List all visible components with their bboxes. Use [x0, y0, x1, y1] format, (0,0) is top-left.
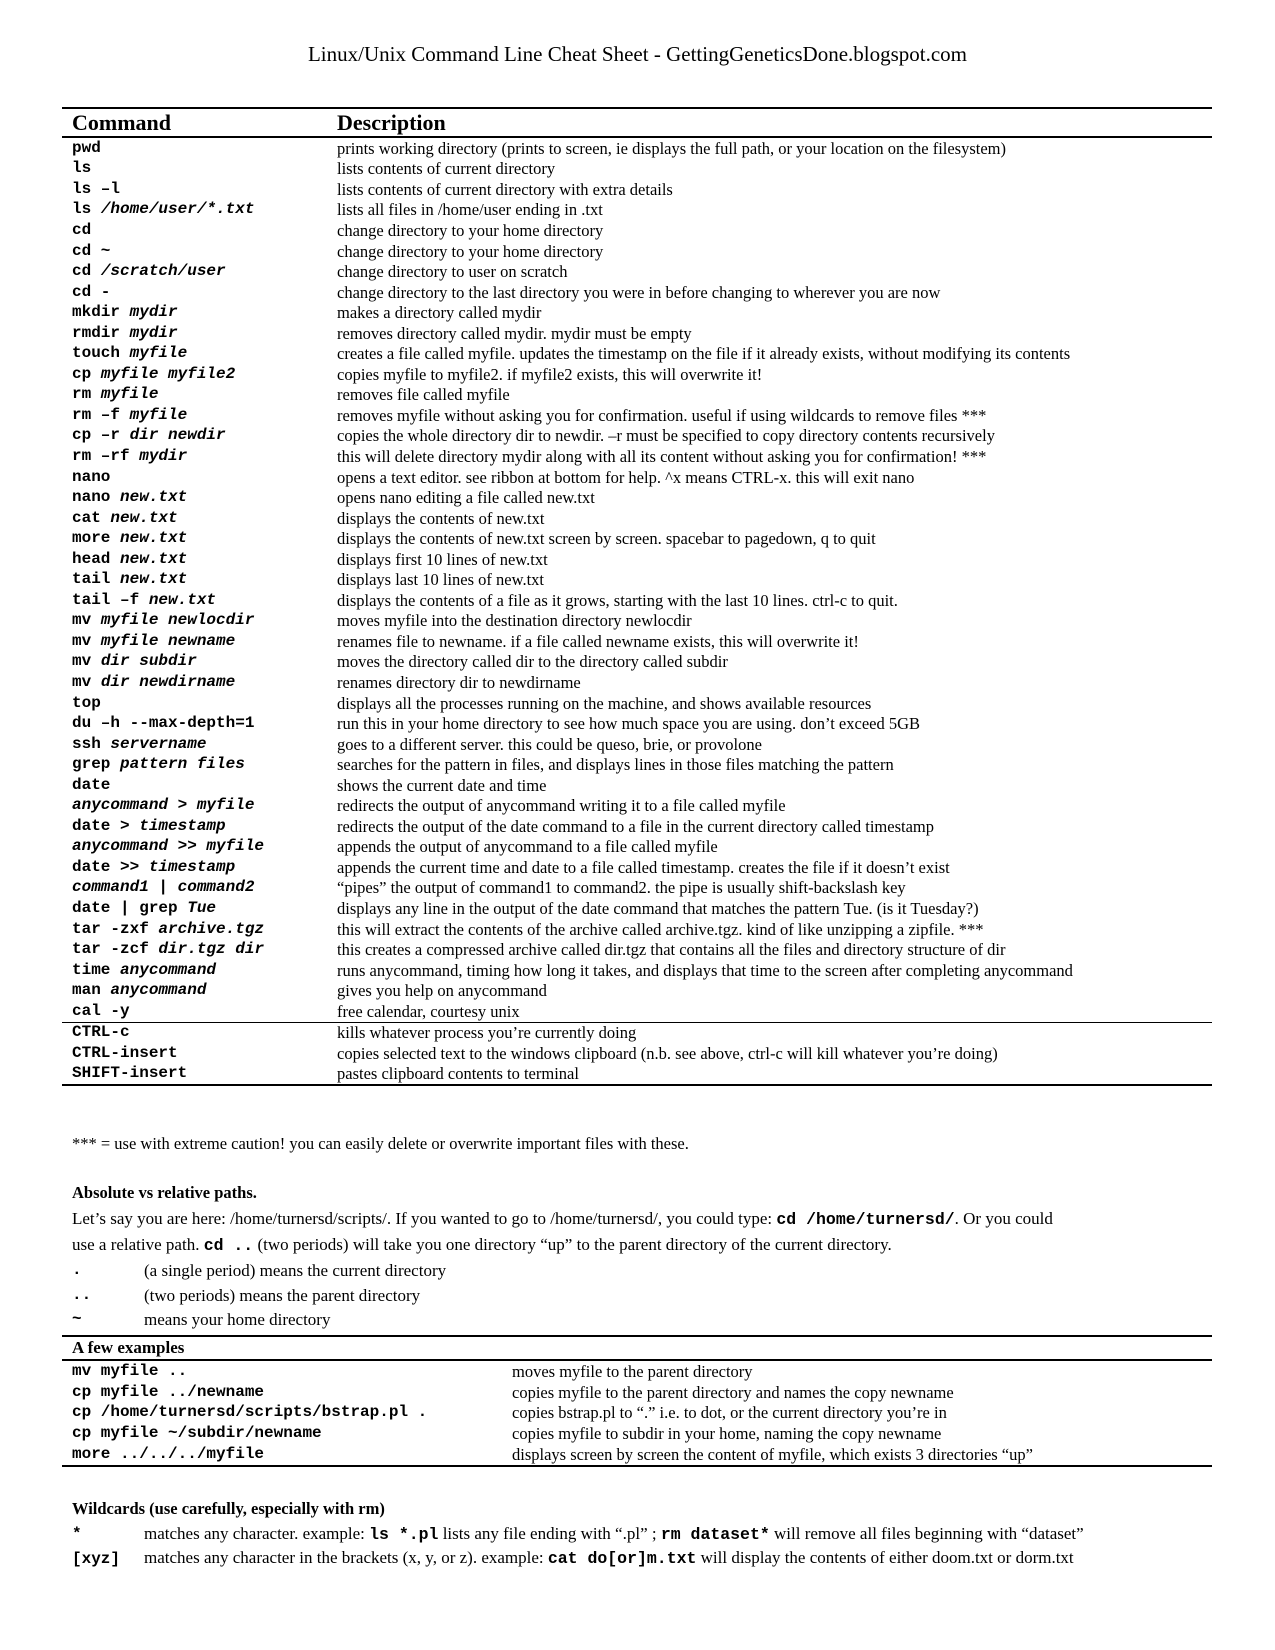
command-argument: new.txt: [120, 488, 188, 507]
description-cell: copies the whole directory dir to newdir. –r must be specified to copy directory contents recursively: [337, 426, 995, 446]
description-cell: shows the current date and time: [337, 775, 547, 795]
table-row: [62, 611, 1212, 632]
path-symbol-desc: (two periods) means the parent directory: [144, 1285, 421, 1305]
example-row: [62, 1423, 1212, 1444]
wildcard-symbol: [xyz]: [72, 1549, 121, 1568]
command-name: cp: [72, 364, 101, 383]
command-name: mv: [72, 631, 101, 650]
description-cell: free calendar, courtesy unix: [337, 1001, 520, 1021]
table-row: [62, 364, 1212, 385]
command-cell: [62, 693, 327, 714]
command-cell: [62, 1022, 327, 1043]
description-cell: appends the output of anycommand to a file called myfile: [337, 837, 718, 857]
command-argument: new.txt: [120, 529, 188, 548]
wildcard-text: will remove all files beginning with “dataset”: [769, 1523, 1084, 1543]
command-cell: [62, 508, 327, 529]
command-cell: [62, 343, 327, 364]
command-cell: [62, 939, 327, 960]
description-cell: gives you help on anycommand: [337, 981, 547, 1001]
command-name: pwd: [72, 138, 101, 157]
description-cell: copies selected text to the windows clipboard (n.b. see above, ctrl-c will kill whatever you’re doing): [337, 1043, 998, 1063]
command-name: ls: [72, 159, 92, 178]
table-row: [62, 1043, 1212, 1064]
command-name: rm: [72, 385, 101, 404]
table-row: [62, 837, 1212, 858]
command-name: cd: [72, 220, 92, 239]
wildcard-text: matches any character. example:: [144, 1523, 370, 1543]
description-cell: opens nano editing a file called new.txt: [337, 488, 595, 508]
command-cell: [62, 796, 327, 817]
example-command: more ../../../myfile: [72, 1445, 265, 1464]
description-cell: creates a file called myfile. updates the timestamp on the file if it already exists, without modifying its contents: [337, 344, 1071, 364]
table-row: [62, 282, 1212, 303]
command-cell: [62, 137, 327, 159]
table-row: [62, 302, 1212, 323]
description-cell: displays all the processes running on the machine, and shows available resources: [337, 693, 872, 713]
description-cell: lists all files in /home/user ending in .txt: [337, 200, 603, 220]
command-argument: mydir: [139, 446, 188, 465]
description-cell: renames directory dir to newdirname: [337, 672, 581, 692]
command-cell: [62, 549, 327, 570]
table-row: [62, 159, 1212, 180]
description-cell: copies myfile to myfile2. if myfile2 exists, this will overwrite it!: [337, 364, 763, 384]
wildcard-text: matches any character in the brackets (x, y, or z). example:: [144, 1548, 548, 1568]
table-row: [62, 590, 1212, 611]
command-argument: new.txt: [120, 570, 188, 589]
command-name: man: [72, 981, 111, 1000]
table-row: [62, 1064, 1212, 1086]
command-cell: [62, 241, 327, 262]
command-argument: new.txt: [120, 549, 188, 568]
command-name: nano: [72, 467, 111, 486]
paths-section: [72, 1180, 1172, 1332]
table-row: [62, 754, 1212, 775]
table-row: [62, 569, 1212, 590]
column-header-description: Description: [327, 108, 1212, 137]
description-cell: change directory to your home directory: [337, 220, 604, 240]
description-cell: searches for the pattern in files, and displays lines in those files matching the pattern: [337, 755, 894, 775]
example-command: cp myfile ../newname: [72, 1382, 265, 1401]
command-name: date | grep: [72, 899, 188, 917]
table-row: [62, 631, 1212, 652]
command-argument: timestamp: [148, 857, 236, 876]
wildcard-code: cat do[or]m.txt: [547, 1549, 697, 1569]
command-argument: myfile: [129, 405, 188, 424]
command-name: cal -y: [72, 1001, 130, 1020]
command-name: tar -zcf: [72, 940, 159, 959]
command-cell: [62, 302, 327, 323]
command-name: ssh: [72, 734, 111, 753]
description-cell: removes directory called mydir. mydir must be empty: [337, 323, 692, 343]
wildcard-code: ls *.pl: [369, 1524, 439, 1544]
path-symbol-row: [72, 1283, 1172, 1308]
example-description: moves myfile to the parent directory: [512, 1361, 753, 1381]
command-name: cat: [72, 508, 111, 527]
command-cell: [62, 611, 327, 632]
description-cell: displays the contents of new.txt screen by screen. spacebar to pagedown, q to quit: [337, 529, 876, 549]
table-row: [62, 1022, 1212, 1043]
table-row: [62, 241, 1212, 262]
paths-text: . Or you could: [954, 1208, 1053, 1228]
table-row: [62, 385, 1212, 406]
command-argument: /home/user/*.txt: [100, 200, 255, 219]
command-cell: [62, 590, 327, 611]
table-row: [62, 919, 1212, 940]
command-argument: archive.tgz: [158, 919, 265, 938]
description-cell: prints working directory (prints to screen, ie displays the full path, or your location on the filesystem): [337, 138, 1007, 158]
command-cell: [62, 652, 327, 673]
paths-code: cd /home/turnersd/: [776, 1209, 955, 1229]
command-name: top: [72, 693, 101, 712]
paths-text: Let’s say you are here: /home/turnersd/scripts/. If you wanted to go to /home/turnersd/, you could type:: [72, 1208, 777, 1228]
command-name: tail –f: [72, 590, 149, 609]
command-argument: dir subdir: [100, 652, 197, 671]
command-name: rmdir: [72, 323, 130, 342]
command-name: mv: [72, 652, 101, 671]
caution-note: *** = use with extreme caution! you can easily delete or overwrite important files with these.: [72, 1134, 689, 1153]
command-cell: [62, 672, 327, 693]
command-cell: [62, 282, 327, 303]
command-table-body: [62, 137, 1212, 1085]
command-cell: [62, 734, 327, 755]
command-cell: [62, 775, 327, 796]
paths-paragraph-1: [72, 1206, 1172, 1233]
command-argument: command1 | command2: [72, 878, 255, 897]
example-row: [62, 1444, 1212, 1466]
command-name: touch: [72, 344, 130, 363]
description-cell: change directory to your home directory: [337, 241, 604, 261]
command-name: grep: [72, 755, 121, 774]
description-cell: moves the directory called dir to the directory called subdir: [337, 652, 728, 672]
table-row: [62, 528, 1212, 549]
paths-heading: Absolute vs relative paths.: [72, 1183, 257, 1202]
table-row: [62, 775, 1212, 796]
table-row: [62, 487, 1212, 508]
table-row: [62, 816, 1212, 837]
command-name: tail: [72, 570, 121, 589]
command-argument: myfile: [129, 344, 188, 363]
description-cell: kills whatever process you’re currently doing: [327, 1022, 1212, 1043]
table-row: [62, 137, 1212, 159]
table-row: [62, 179, 1212, 200]
wildcard-desc: [144, 1521, 1084, 1548]
path-symbol-row: [72, 1308, 1172, 1333]
page-title: Linux/Unix Command Line Cheat Sheet - GettingGeneticsDone.blogspot.com: [307, 42, 968, 66]
command-cell: [62, 261, 327, 282]
description-cell: runs anycommand, timing how long it takes, and displays that time to the screen after completing anycommand: [337, 960, 1073, 980]
table-row: [62, 323, 1212, 344]
command-cell: [62, 569, 327, 590]
command-argument: anycommand > myfile: [72, 796, 255, 815]
description-cell: opens a text editor. see ribbon at bottom for help. ^x means CTRL-x. this will exit nano: [337, 467, 915, 487]
command-cell: [62, 960, 327, 981]
command-cell: [62, 159, 327, 180]
wildcard-code: rm dataset*: [660, 1524, 770, 1544]
table-row: [62, 960, 1212, 981]
command-argument: myfile newlocdir: [100, 611, 255, 630]
command-name: rm –rf: [72, 446, 140, 465]
command-name: head: [72, 549, 121, 568]
command-argument: anycommand: [110, 981, 207, 1000]
wildcards-section: [72, 1496, 1192, 1571]
table-row: [62, 446, 1212, 467]
example-command: cp myfile ~/subdir/newname: [72, 1424, 322, 1443]
paths-code: cd ..: [203, 1236, 254, 1255]
wildcards-heading: Wildcards (use carefully, especially with rm): [72, 1499, 385, 1518]
description-cell: lists contents of current directory: [337, 159, 556, 179]
examples-table: [62, 1335, 1212, 1467]
command-name: cp –r: [72, 426, 130, 445]
command-table: [62, 107, 1212, 1086]
table-row: [62, 857, 1212, 878]
command-cell: [62, 837, 327, 858]
command-cell: [62, 1043, 327, 1064]
command-argument: /scratch/user: [100, 262, 226, 281]
table-row: [62, 796, 1212, 817]
command-argument: mydir: [129, 303, 178, 322]
description-cell: displays the contents of a file as it grows, starting with the last 10 lines. ctrl-c to quit.: [337, 590, 898, 610]
description-cell: removes myfile without asking you for confirmation. useful if using wildcards to remove files ***: [337, 405, 987, 425]
description-cell: appends the current time and date to a file called timestamp. creates the file if it doesn’t exist: [337, 857, 950, 877]
command-cell: [62, 446, 327, 467]
description-cell: this creates a compressed archive called dir.tgz that contains all the files and directory structure of dir: [337, 940, 1006, 960]
examples-heading: A few examples: [62, 1336, 1212, 1360]
command-cell: [62, 878, 327, 899]
command-argument: dir.tgz dir: [158, 940, 265, 959]
command-cell: [62, 179, 327, 200]
wildcard-row-brackets: [72, 1547, 1192, 1572]
table-row: [62, 898, 1212, 919]
command-argument: new.txt: [110, 508, 178, 527]
command-name: date >>: [72, 857, 149, 876]
command-name: CTRL-insert: [72, 1043, 178, 1062]
command-cell: [62, 857, 327, 878]
example-description: displays screen by screen the content of myfile, which exists 3 directories “up”: [512, 1445, 1033, 1465]
command-argument: servername: [110, 734, 207, 753]
command-name: ls –l: [72, 179, 121, 198]
command-argument: anycommand >> myfile: [72, 837, 265, 856]
command-name: SHIFT-insert: [72, 1064, 188, 1083]
command-name: more: [72, 529, 121, 548]
command-argument: new.txt: [148, 590, 217, 609]
wildcard-symbol: *: [72, 1525, 82, 1544]
command-cell: [62, 980, 327, 1001]
description-cell: renames file to newname. if a file called newname exists, this will overwrite it!: [337, 631, 859, 651]
description-cell: goes to a different server. this could be queso, brie, or provolone: [337, 734, 762, 754]
description-cell: removes file called myfile: [337, 385, 510, 405]
table-row: [62, 1001, 1212, 1022]
description-cell: change directory to user on scratch: [337, 262, 568, 282]
command-cell: [62, 467, 327, 488]
wildcard-text: will display the contents of either doom.txt or dorm.txt: [696, 1548, 1074, 1568]
example-description: copies myfile to the parent directory and names the copy newname: [512, 1382, 954, 1402]
command-name: rm –f: [72, 405, 130, 424]
description-cell: displays the contents of new.txt: [337, 508, 545, 528]
command-argument: dir newdirname: [100, 672, 236, 691]
command-cell: [62, 1064, 327, 1086]
example-description: copies bstrap.pl to “.” i.e. to dot, or the current directory you’re in: [512, 1403, 947, 1423]
command-name: mv: [72, 611, 101, 630]
table-row: [62, 343, 1212, 364]
example-command: mv myfile ..: [72, 1361, 188, 1380]
description-cell: lists contents of current directory with extra details: [337, 179, 673, 199]
command-cell: [62, 528, 327, 549]
command-argument: Tue: [187, 899, 217, 917]
path-symbol: ..: [72, 1285, 92, 1304]
description-cell: moves myfile into the destination directory newlocdir: [337, 611, 692, 631]
command-cell: [62, 364, 327, 385]
table-row: [62, 734, 1212, 755]
description-cell: redirects the output of anycommand writing it to a file called myfile: [337, 796, 786, 816]
wildcard-text: lists any file ending with “.pl” ;: [438, 1523, 661, 1543]
description-cell: “pipes” the output of command1 to command2. the pipe is usually shift-backslash key: [337, 878, 906, 898]
example-command: cp /home/turnersd/scripts/bstrap.pl .: [72, 1403, 428, 1422]
example-row: [62, 1360, 1212, 1382]
examples-header-row: [62, 1336, 1212, 1360]
table-row: [62, 426, 1212, 447]
table-row: [62, 261, 1212, 282]
table-row: [62, 200, 1212, 221]
command-argument: myfile newname: [100, 631, 236, 650]
paths-text: use a relative path.: [72, 1235, 204, 1254]
command-argument: anycommand: [120, 960, 217, 979]
command-argument: myfile myfile2: [100, 364, 236, 383]
examples-table-body: [62, 1360, 1212, 1466]
description-cell: this will extract the contents of the archive called archive.tgz. kind of like unzipping a zipfile. ***: [337, 919, 984, 939]
table-row: [62, 980, 1212, 1001]
table-row: [62, 878, 1212, 899]
command-cell: [62, 220, 327, 241]
column-header-command: Command: [62, 108, 327, 137]
description-cell: this will delete directory mydir along with all its content without asking you for confirmation! ***: [337, 446, 987, 466]
description-cell: displays any line in the output of the date command that matches the pattern Tue. (is it Tuesday?): [337, 899, 979, 918]
command-name: du –h --max-depth=1: [72, 714, 255, 733]
path-symbol-row: [72, 1259, 1172, 1284]
table-row: [62, 713, 1212, 734]
wildcard-row-star: [72, 1522, 1192, 1547]
command-argument: myfile: [100, 385, 159, 404]
command-argument: pattern files: [120, 755, 245, 774]
path-symbol-desc: means your home directory: [144, 1310, 331, 1329]
command-argument: mydir: [129, 323, 178, 342]
command-cell: [62, 405, 327, 426]
command-cell: [62, 487, 327, 508]
path-symbol: ~: [72, 1310, 82, 1328]
table-row: [62, 549, 1212, 570]
command-name: tar -zxf: [72, 919, 159, 938]
example-row: [62, 1403, 1212, 1424]
description-cell: displays first 10 lines of new.txt: [337, 549, 548, 569]
command-name: ls: [72, 200, 101, 219]
table-row: [62, 220, 1212, 241]
description-cell: redirects the output of the date command to a file in the current directory called timestamp: [337, 816, 934, 836]
example-row: [62, 1382, 1212, 1403]
command-cell: [62, 898, 327, 919]
table-row: [62, 672, 1212, 693]
command-name: cd ~: [72, 241, 111, 260]
table-row: [62, 508, 1212, 529]
command-cell: [62, 816, 327, 837]
paths-text: (two periods) will take you one directory “up” to the parent directory of the current directory.: [253, 1235, 892, 1254]
command-name: mv: [72, 672, 101, 691]
description-cell: displays last 10 lines of new.txt: [337, 570, 544, 590]
command-name: cd: [72, 262, 101, 281]
command-cell: [62, 1001, 327, 1022]
command-name: nano: [72, 488, 121, 507]
command-argument: timestamp: [139, 816, 226, 835]
example-description: copies myfile to subdir in your home, naming the copy newname: [512, 1424, 942, 1444]
command-cell: [62, 385, 327, 406]
command-name: date: [72, 775, 111, 794]
command-cell: [62, 426, 327, 447]
description-cell: makes a directory called mydir: [337, 303, 542, 323]
path-symbol: .: [72, 1261, 82, 1279]
command-name: cd -: [72, 282, 111, 301]
command-name: date >: [72, 816, 140, 835]
description-cell: change directory to the last directory you were in before changing to wherever you are now: [337, 282, 941, 302]
table-row: [62, 693, 1212, 714]
wildcard-desc: [144, 1545, 1074, 1572]
table-row: [62, 939, 1212, 960]
command-cell: [62, 713, 327, 734]
command-name: mkdir: [72, 303, 130, 322]
table-row: [62, 652, 1212, 673]
command-cell: [62, 631, 327, 652]
description-cell: run this in your home directory to see how much space you are using. don’t exceed 5GB: [337, 714, 921, 734]
path-symbol-desc: (a single period) means the current directory: [144, 1261, 447, 1280]
table-row: [62, 405, 1212, 426]
command-cell: [62, 919, 327, 940]
command-name: time: [72, 960, 121, 979]
table-header-row: [62, 108, 1212, 137]
command-name: CTRL-c: [72, 1023, 130, 1042]
paths-paragraph-2: [72, 1232, 1172, 1259]
command-cell: [62, 754, 327, 775]
command-cell: [62, 200, 327, 221]
command-argument: dir newdir: [129, 426, 226, 445]
command-cell: [62, 323, 327, 344]
description-cell: pastes clipboard contents to terminal: [337, 1064, 579, 1084]
table-row: [62, 467, 1212, 488]
